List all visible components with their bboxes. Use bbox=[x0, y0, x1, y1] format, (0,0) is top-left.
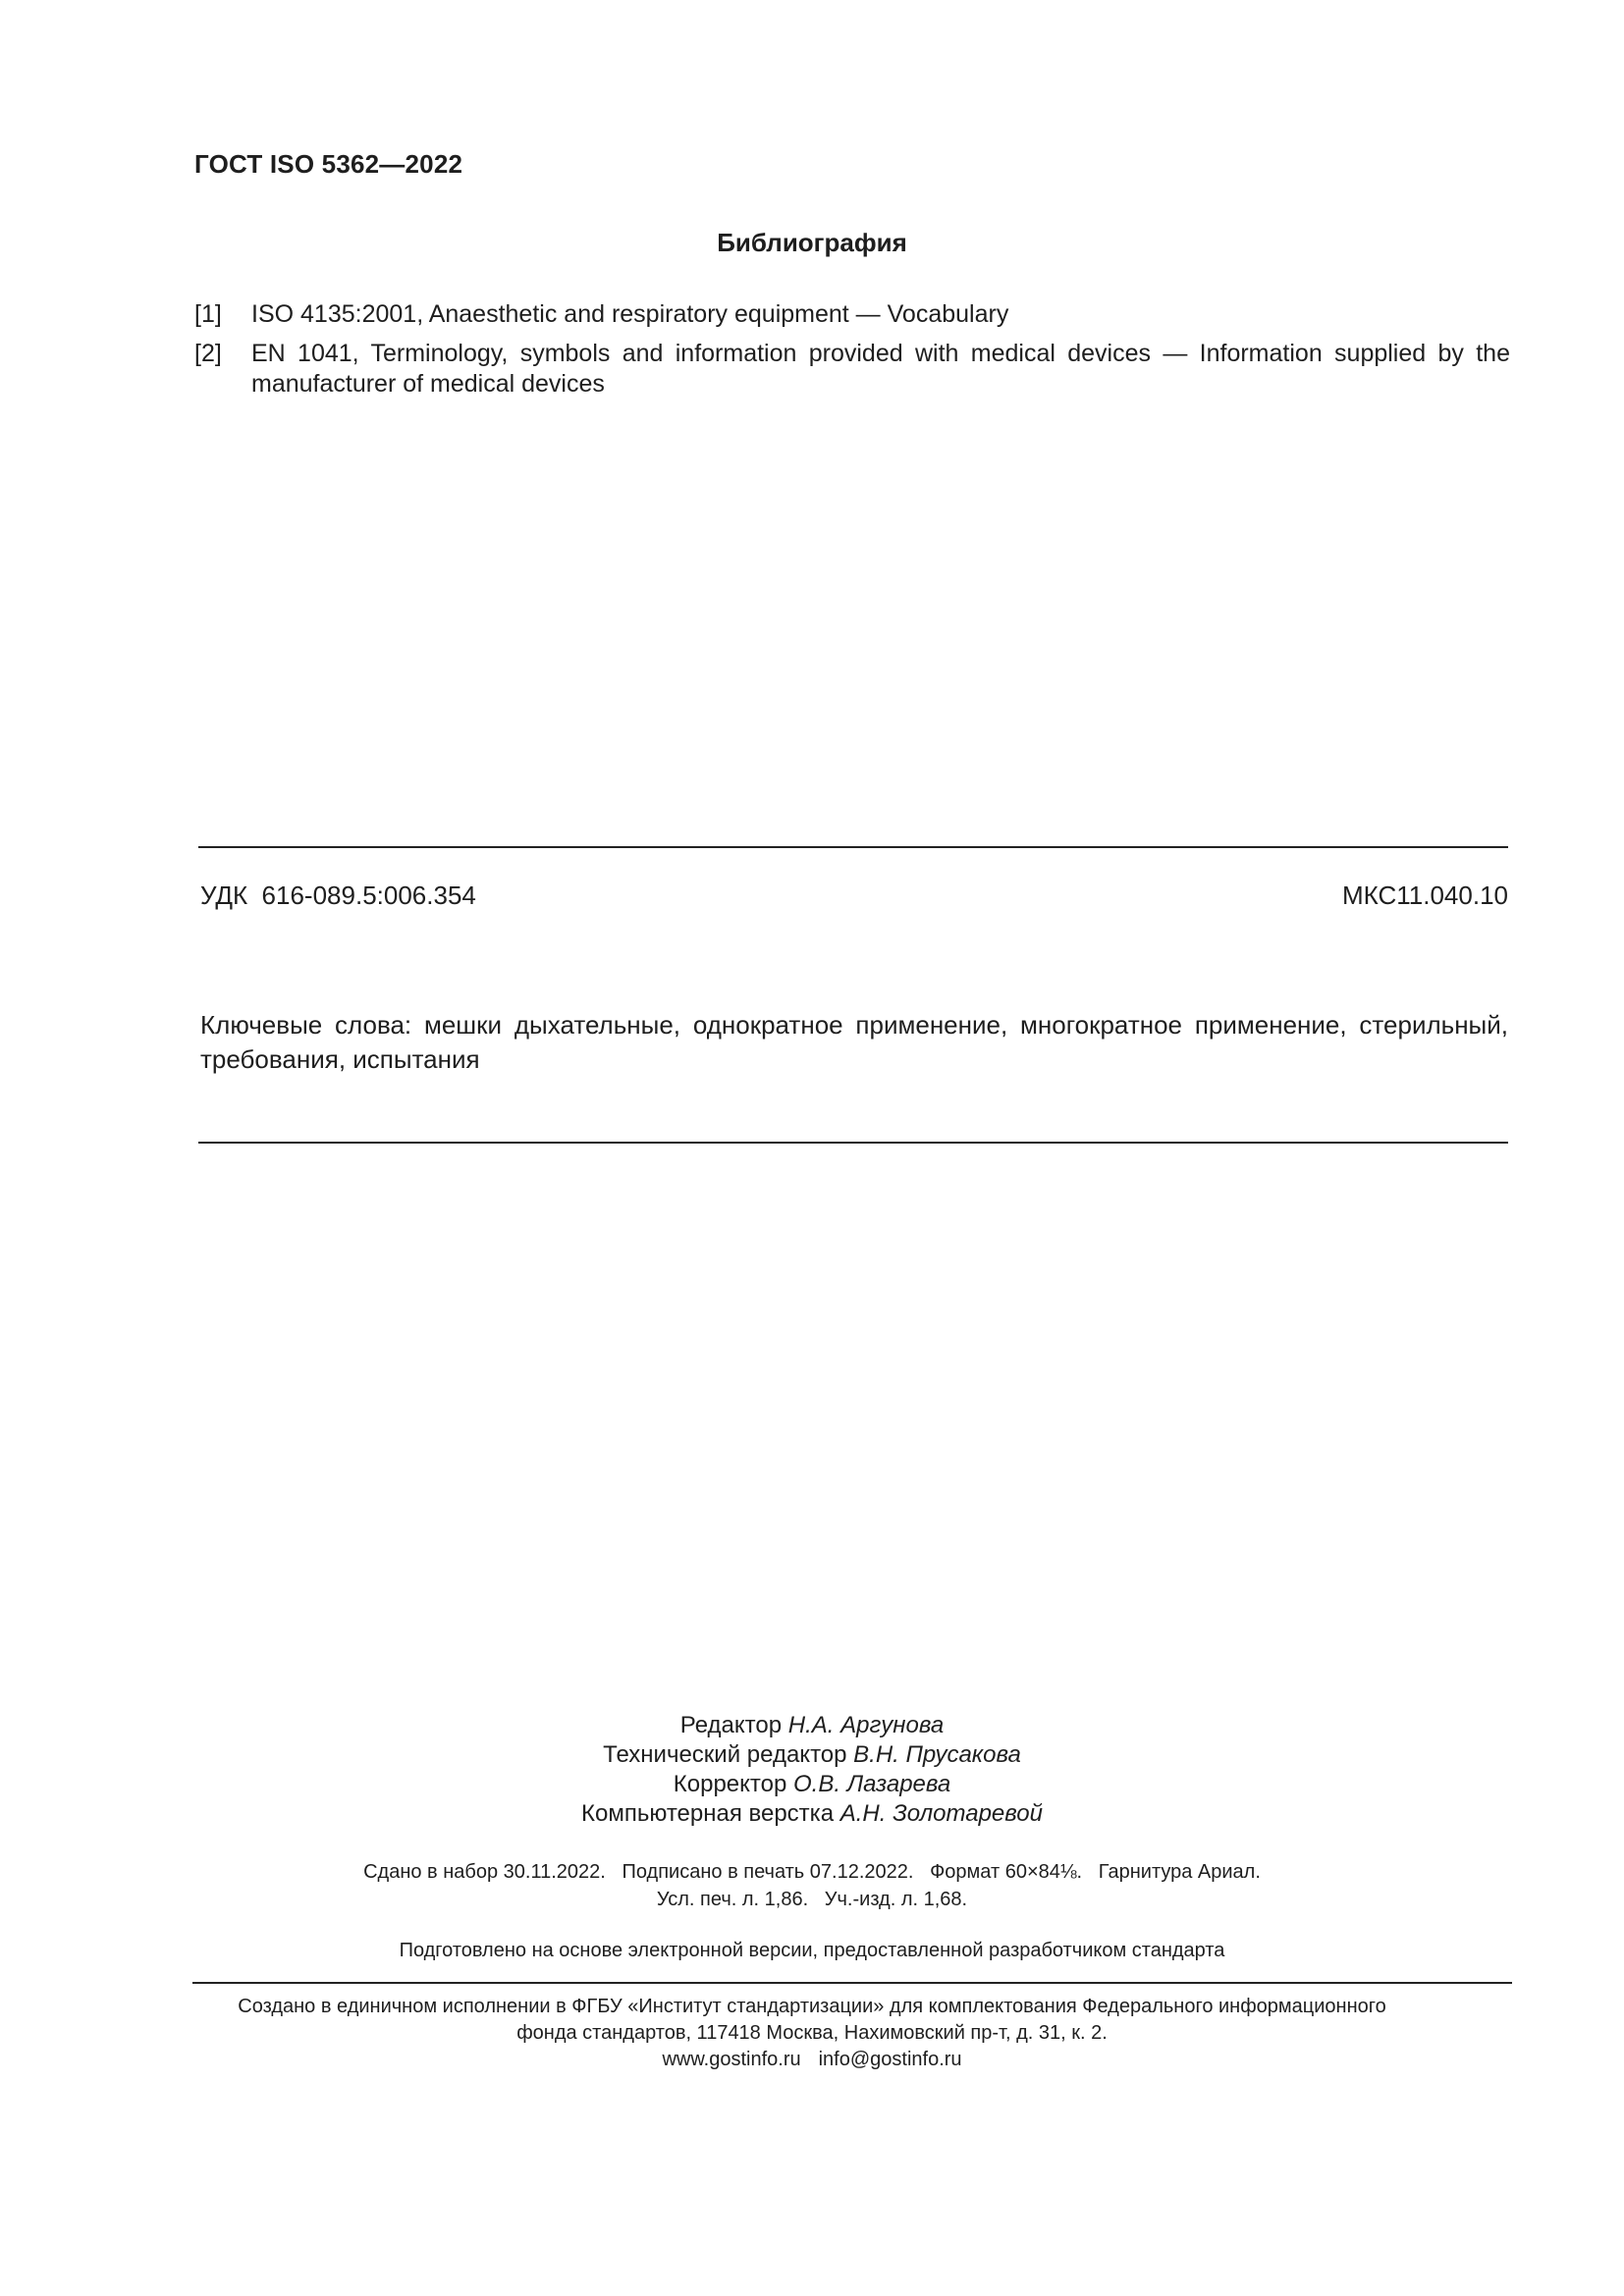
email-link[interactable]: info@gostinfo.ru bbox=[818, 2049, 962, 2070]
publisher-contacts bbox=[0, 2047, 1624, 2073]
divider bbox=[198, 846, 1508, 848]
credit-line bbox=[0, 1711, 1624, 1740]
bibliography-item bbox=[194, 299, 1510, 330]
credits-block bbox=[0, 1711, 1624, 1829]
credit-line bbox=[0, 1770, 1624, 1799]
keywords: Ключевые слова: мешки дыхательные, однократное применение, многократное применение, стерильный, требования, испытания bbox=[200, 1010, 1508, 1074]
credit-line bbox=[0, 1740, 1624, 1770]
credit-role: Редактор bbox=[679, 1712, 783, 1738]
mks-code: МКС11.040.10 bbox=[1341, 881, 1508, 910]
credit-role: Компьютерная верстка bbox=[581, 1800, 835, 1827]
divider bbox=[192, 1982, 1512, 1984]
print-info-line: Усл. печ. л. 1,86. Уч.-изд. л. 1,68. bbox=[656, 1889, 968, 1910]
reference-number: [1] bbox=[194, 300, 222, 328]
credit-name: В.Н. Прусакова bbox=[853, 1741, 1021, 1768]
bibliography-title: Библиография bbox=[717, 228, 907, 257]
reference-number: [2] bbox=[194, 340, 222, 367]
divider bbox=[198, 1142, 1508, 1144]
prepared-note: Подготовлено на основе электронной версии, предоставленной разработчиком стандарта bbox=[399, 1940, 1225, 1961]
credit-role: Технический редактор bbox=[603, 1741, 847, 1768]
udk-code: УДК 616-089.5:006.354 bbox=[200, 881, 476, 910]
credit-line bbox=[0, 1799, 1624, 1829]
publisher-line: фонда стандартов, 117418 Москва, Нахимовский пр-т, д. 31, к. 2. bbox=[516, 2022, 1108, 2044]
publisher-line: Создано в единичном исполнении в ФГБУ «Институт стандартизации» для комплектования Федерального информационного bbox=[238, 1996, 1386, 2017]
credit-name: О.В. Лазарева bbox=[793, 1771, 951, 1797]
print-info bbox=[0, 1858, 1624, 1913]
document-code: ГОСТ ISO 5362—2022 bbox=[194, 149, 463, 179]
website-link[interactable]: www.gostinfo.ru bbox=[662, 2049, 801, 2070]
publisher-info bbox=[0, 1994, 1624, 2073]
reference-text: ISO 4135:2001, Anaesthetic and respiratory equipment — Vocabulary bbox=[251, 300, 1009, 328]
credit-name: А.Н. Золотаревой bbox=[839, 1800, 1043, 1827]
credit-role: Корректор bbox=[673, 1771, 787, 1797]
print-info-line: Сдано в набор 30.11.2022. Подписано в печать 07.12.2022. Формат 60×84⅛. Гарнитура Ариал. bbox=[363, 1861, 1261, 1883]
credit-name: Н.А. Аргунова bbox=[787, 1712, 945, 1738]
bibliography-item bbox=[194, 339, 1510, 400]
reference-text: EN 1041, Terminology, symbols and information provided with medical devices — Information supplied by the manufacturer of medical devices bbox=[251, 340, 1510, 398]
